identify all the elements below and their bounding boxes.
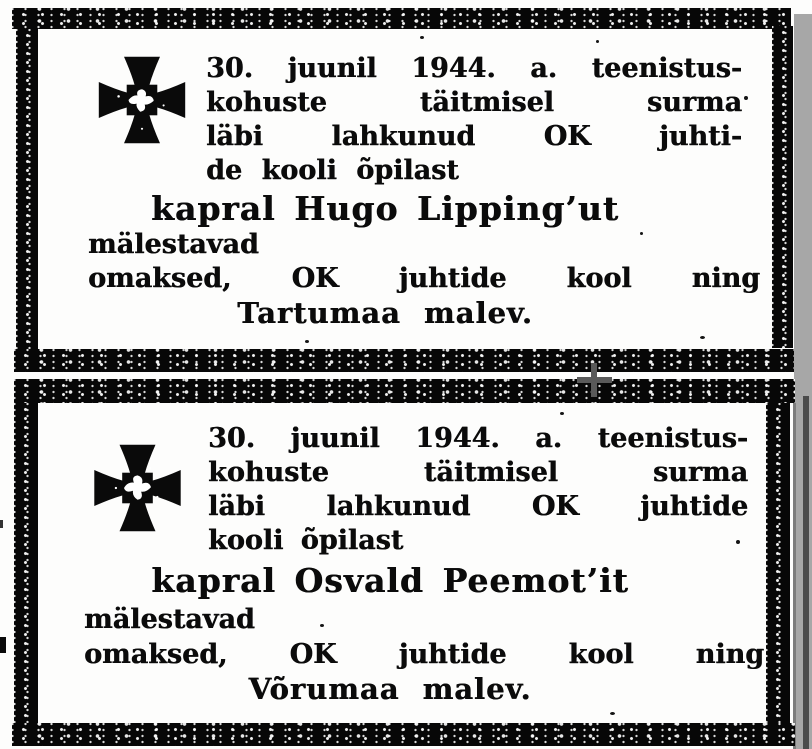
notice2-body-line4: kooli õpilast	[208, 525, 404, 556]
notice2-bottom-border	[12, 723, 795, 746]
notice1-unit-line: Tartumaa malev.	[237, 296, 533, 330]
notice1-memorial-word: mälestavad	[88, 229, 259, 260]
scan-edge-inner-shadow	[793, 403, 796, 749]
ink-speck	[736, 540, 740, 544]
iron-cross-icon	[96, 55, 188, 145]
ink-speck	[596, 40, 599, 43]
notice1-deceased-name: kapral Hugo Lipping’ut	[150, 189, 620, 228]
notice1-mourners-line: omaksed, OK juhtide kool ning	[88, 263, 760, 294]
notice2-mourners-line: omaksed, OK juhtide kool ning	[84, 639, 764, 670]
notice2-top-border	[14, 379, 795, 403]
ink-speck	[320, 624, 324, 627]
notice1-bottom-border	[14, 349, 794, 372]
notice1-top-border	[12, 8, 791, 29]
scan-mark-left-edge	[0, 637, 6, 653]
notice1-body-line4: de kooli õpilast	[206, 155, 459, 186]
iron-cross-icon	[90, 443, 185, 533]
notice2-left-border	[14, 403, 38, 723]
ink-speck	[420, 36, 424, 39]
notice1-right-border	[772, 26, 793, 348]
ink-speck	[700, 336, 705, 339]
notice2-body-line3: läbi lahkunud OK juhtide	[208, 491, 748, 522]
ink-speck	[744, 96, 748, 100]
scan-mark-left-edge-small	[0, 520, 3, 528]
notice1-body-line1: 30. juunil 1944. a. teenistus-	[206, 53, 742, 84]
ink-speck	[560, 412, 564, 415]
notice2-unit-line: Võrumaa malev.	[248, 672, 532, 706]
notice2-right-border	[766, 403, 790, 724]
ink-speck	[610, 712, 615, 715]
notice1-body-line3: läbi lahkunud OK juhti-	[206, 121, 742, 152]
notice2-deceased-name: kapral Osvald Peemot’it	[151, 561, 629, 600]
notice1-body-line2: kohuste täitmisel surma	[206, 87, 742, 118]
notice1-left-border	[16, 29, 38, 350]
notice2-body-line2: kohuste täitmisel surma	[208, 457, 748, 488]
scan-edge-dark-line	[803, 396, 809, 749]
ink-speck	[305, 340, 309, 343]
notice2-body-line1: 30. juunil 1944. a. teenistus-	[208, 423, 748, 454]
notice2-memorial-word: mälestavad	[84, 604, 255, 635]
ink-speck	[640, 232, 643, 235]
